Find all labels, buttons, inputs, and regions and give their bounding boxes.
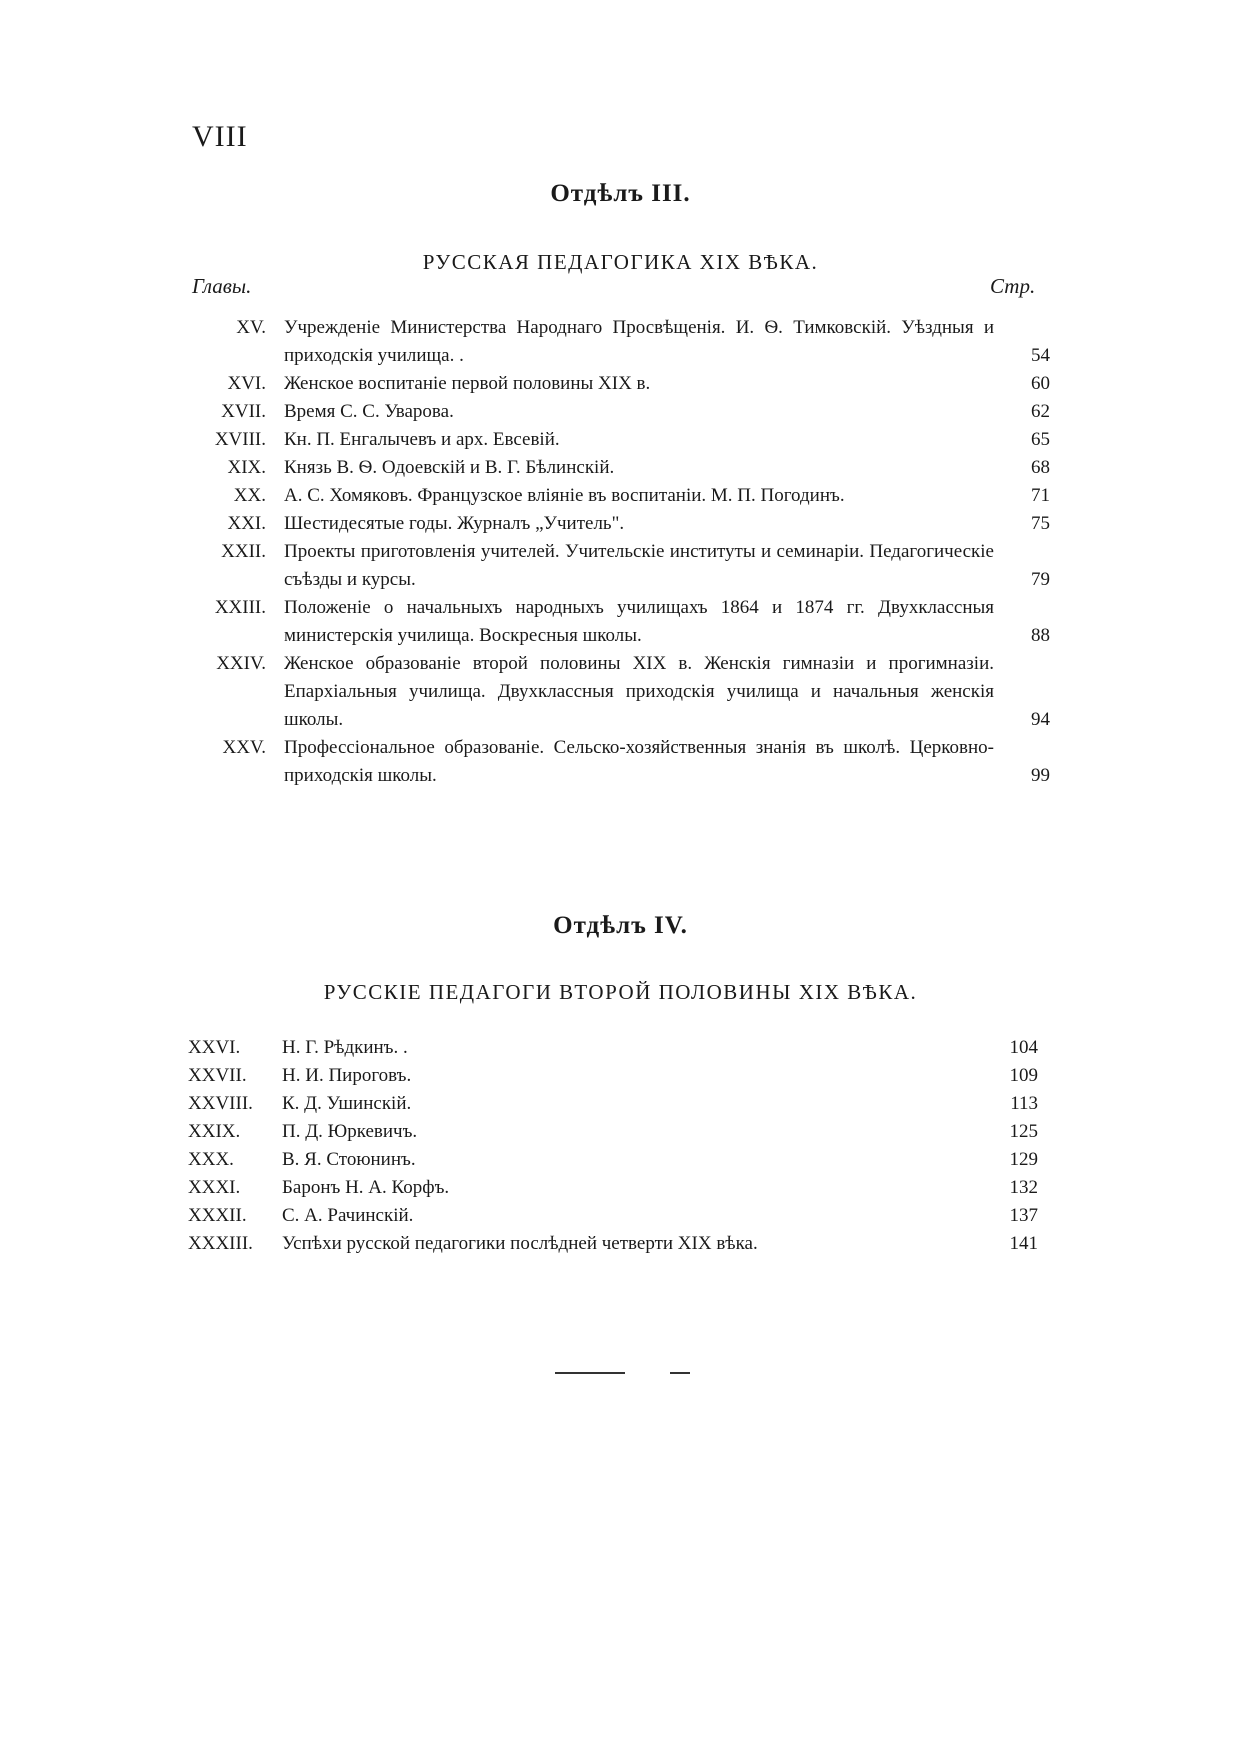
chapter-title: Положеніе о начальныхъ народныхъ училищахъ 1864 и 1874 гг. Двухклассныя министерскія училища. Воскресныя школы.: [284, 597, 994, 646]
end-rule-short: [670, 1372, 690, 1374]
chapter-page: 132: [1009, 1177, 1038, 1198]
chapter-page: 129: [1009, 1149, 1038, 1170]
chapter-title: Время С. С. Уварова.: [284, 401, 454, 422]
toc-row: [188, 1034, 1038, 1062]
chapter-page: 88: [1031, 625, 1050, 646]
chapter-page: 68: [1031, 457, 1050, 478]
toc-row: [180, 510, 1050, 538]
chapter-title: Женское образованіе второй половины XIX в. Женскія гимназіи и прогимназіи. Епархіальныя училища. Двухклассныя приходскія училища и начальныя женскія школы.: [284, 653, 994, 730]
chapter-title: Н. И. Пироговъ.: [282, 1065, 412, 1086]
toc-row: [180, 734, 1050, 790]
end-rule-long: [555, 1372, 625, 1374]
chapter-title: Профессіональное образованіе. Сельско-хозяйственныя знанія въ школѣ. Церковно-приходскія школы.: [284, 737, 994, 786]
chapter-number: XXIX.: [188, 1121, 241, 1142]
toc-row: [188, 1202, 1038, 1230]
chapter-page: 60: [1031, 373, 1050, 394]
chapter-number: XXXI.: [188, 1177, 241, 1198]
part4-toc: [188, 1034, 1038, 1258]
chapter-number: XV.: [236, 317, 266, 338]
pages-column-label: Стр.: [990, 274, 1036, 298]
chapter-number: XXI.: [227, 513, 266, 534]
chapter-title: Н. Г. Рѣдкинъ. .: [282, 1037, 408, 1058]
chapter-title: К. Д. Ушинскій.: [282, 1093, 412, 1114]
chapter-title: А. С. Хомяковъ. Французское вліяніе въ воспитаніи. М. П. Погодинъ.: [284, 485, 845, 506]
toc-row: [188, 1174, 1038, 1202]
chapter-page: 99: [1031, 765, 1050, 786]
chapter-number: XXII.: [221, 541, 266, 562]
chapter-title: Кн. П. Енгалычевъ и арх. Евсевій.: [284, 429, 560, 450]
chapter-number: XVIII.: [214, 429, 266, 450]
toc-row: [180, 594, 1050, 650]
part3-title: РУССКАЯ ПЕДАГОГИКА XIX ВѢКА.: [422, 250, 819, 274]
chapter-title: Успѣхи русской педагогики послѣдней четверти XIX вѣка.: [282, 1233, 758, 1254]
chapter-number: XVI.: [227, 373, 266, 394]
chapter-page: 104: [1009, 1037, 1038, 1058]
part3-heading: Отдѣлъ III.: [550, 180, 691, 207]
toc-row: [188, 1230, 1038, 1258]
part4-heading: Отдѣлъ IV.: [553, 912, 688, 939]
chapter-title: Князь В. Ѳ. Одоевскій и В. Г. Бѣлинскій.: [284, 457, 615, 478]
chapter-number: XXVI.: [188, 1037, 241, 1058]
toc-row: [180, 482, 1050, 510]
chapter-title: Женское воспитаніе первой половины XIX в.: [284, 373, 651, 394]
chapter-page: 54: [1031, 345, 1050, 366]
chapter-title: С. А. Рачинскій.: [282, 1205, 414, 1226]
part3-toc: [180, 314, 1050, 790]
chapter-number: XIX.: [227, 457, 266, 478]
chapter-number: XXVIII.: [188, 1093, 253, 1114]
chapter-number: XVII.: [221, 401, 266, 422]
chapter-number: XXX.: [188, 1149, 234, 1170]
chapter-page: 141: [1009, 1233, 1038, 1254]
chapters-column-label: Главы.: [192, 274, 252, 298]
chapter-number: XXXII.: [188, 1205, 247, 1226]
chapter-page: 94: [1031, 709, 1050, 730]
toc-row: [188, 1146, 1038, 1174]
chapter-title: Проекты приготовленія учителей. Учительскіе институты и семинаріи. Педагогическіе съѣзды и курсы.: [284, 541, 994, 590]
chapter-page: 62: [1031, 401, 1050, 422]
chapter-number: XX.: [233, 485, 266, 506]
chapter-title: П. Д. Юркевичъ.: [282, 1121, 418, 1142]
chapter-page: 79: [1031, 569, 1050, 590]
toc-row: [180, 314, 1050, 370]
chapter-title: Баронъ Н. А. Корфъ.: [282, 1177, 450, 1198]
page-number: VIII: [192, 120, 248, 153]
toc-row: [180, 538, 1050, 594]
toc-row: [180, 650, 1050, 734]
toc-row: [180, 398, 1050, 426]
toc-row: [188, 1118, 1038, 1146]
part4-title: РУССКІЕ ПЕДАГОГИ ВТОРОЙ ПОЛОВИНЫ XIX ВѢКА.: [323, 980, 918, 1004]
chapter-number: XXVII.: [188, 1065, 247, 1086]
chapter-page: 125: [1009, 1121, 1038, 1142]
chapter-number: XXIV.: [216, 653, 266, 674]
chapter-title: Шестидесятые годы. Журналъ „Учитель".: [284, 513, 625, 534]
chapter-title: В. Я. Стоюнинъ.: [282, 1149, 416, 1170]
chapter-title: Учрежденіе Министерства Народнаго Просвѣщенія. И. Ѳ. Тимковскій. Уѣздныя и приходскія училища. .: [284, 317, 994, 366]
toc-row: [180, 426, 1050, 454]
chapter-page: 137: [1009, 1205, 1038, 1226]
toc-row: [188, 1062, 1038, 1090]
chapter-page: 71: [1031, 485, 1050, 506]
chapter-page: 75: [1031, 513, 1050, 534]
toc-row: [188, 1090, 1038, 1118]
chapter-number: XXV.: [222, 737, 266, 758]
chapter-page: 65: [1031, 429, 1050, 450]
chapter-number: XXXIII.: [188, 1233, 253, 1254]
chapter-page: 109: [1009, 1065, 1038, 1086]
toc-row: [180, 370, 1050, 398]
chapter-number: XXIII.: [214, 597, 266, 618]
chapter-page: 113: [1010, 1093, 1038, 1114]
toc-row: [180, 454, 1050, 482]
